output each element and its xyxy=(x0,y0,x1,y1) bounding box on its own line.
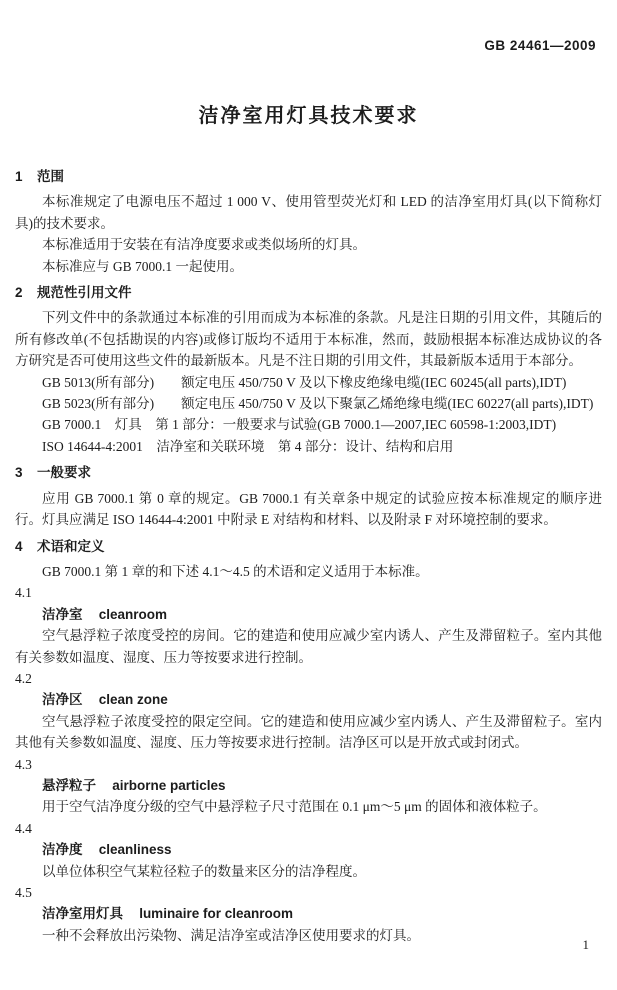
page-number: 1 xyxy=(582,937,589,952)
reference-item: GB 5023(所有部分) 额定电压 450/750 V 及以下聚氯乙烯绝缘电缆(IEC 60227(all parts),IDT) xyxy=(42,396,594,412)
section-title: 一般要求 xyxy=(37,465,91,481)
section-number: 4 xyxy=(15,538,23,554)
term-number: 4.5 xyxy=(15,885,32,900)
term-name-en: cleanliness xyxy=(98,842,172,858)
section-heading-scope xyxy=(15,166,602,187)
term-name xyxy=(15,839,602,860)
scope-paragraph-2: 本标准适用于安装在有洁净度要求或类似场所的灯具。 xyxy=(42,237,366,253)
scope-paragraph-1: 本标准规定了电源电压不超过 1 000 V、使用管型荧光灯和 LED 的洁净室用灯具(以下简称灯具)的技术要求。 xyxy=(15,194,602,231)
reference-item: GB 5013(所有部分) 额定电压 450/750 V 及以下橡皮绝缘电缆(IEC 60245(all parts),IDT) xyxy=(42,374,567,390)
term-number: 4.4 xyxy=(15,820,32,836)
reference-item: ISO 14644-4:2001 洁净室和关联环境 第 4 部分：设计、结构和启用 xyxy=(42,438,454,454)
term-luminaire-for-cleanroom xyxy=(15,882,602,946)
term-number: 4.3 xyxy=(15,756,32,772)
term-name-en: luminaire for cleanroom xyxy=(139,906,293,922)
term-clean-zone xyxy=(15,668,602,754)
term-name xyxy=(15,604,602,625)
section-number: 3 xyxy=(15,465,23,481)
section-heading-general-requirements xyxy=(15,462,602,483)
section-number: 1 xyxy=(15,169,23,184)
normative-references-intro: 下列文件中的条款通过本标准的引用而成为本标准的条款。凡是注日期的引用文件，其随后的所有修改单(不包括勘误的内容)或修订版均不适用于本标准，然而，鼓励根据本标准达成协议的各方研究是否可使用这些文件的最新版本。凡是不注日期的引用文件，其最新版本适用于本部分。 xyxy=(15,310,602,369)
term-name-en: airborne particles xyxy=(112,777,226,793)
section-title: 术语和定义 xyxy=(37,538,105,554)
term-name-zh: 洁净度 xyxy=(42,842,83,858)
section-title: 规范性引用文件 xyxy=(37,285,132,301)
document-body xyxy=(15,166,602,946)
term-name-zh: 悬浮粒子 xyxy=(42,777,96,793)
term-number: 4.2 xyxy=(15,670,32,686)
term-name xyxy=(15,689,602,710)
term-name xyxy=(15,903,602,924)
term-cleanroom xyxy=(15,582,602,668)
standard-code: GB 24461—2009 xyxy=(484,38,596,53)
reference-list xyxy=(15,372,602,458)
page-header xyxy=(15,38,602,54)
section-heading-terms-definitions xyxy=(15,536,602,557)
term-cleanliness xyxy=(15,818,602,882)
document-title: 洁净室用灯具技术要求 xyxy=(198,105,419,127)
general-requirements-paragraph: 应用 GB 7000.1 第 0 章的规定。GB 7000.1 有关章条中规定的试验应按本标准规定的顺序进行。灯具应满足 ISO 14644-4:2001 中附录 E 对结构和材料、以及附录 F 对环境控制的要求。 xyxy=(15,490,602,528)
term-name-en: cleanroom xyxy=(98,606,167,622)
terms-intro: GB 7000.1 第 1 章的和下述 4.1～4.5 的术语和定义适用于本标准。 xyxy=(42,563,429,579)
term-name-zh: 洁净室用灯具 xyxy=(42,906,123,922)
term-number: 4.1 xyxy=(15,585,32,601)
term-name xyxy=(15,775,602,796)
term-definition: 以单位体积空气某粒径粒子的数量来区分的洁净程度。 xyxy=(42,863,366,879)
term-definition: 空气悬浮粒子浓度受控的房间。它的建造和使用应减少室内诱人、产生及滞留粒子。室内其他有关参数如温度、湿度、压力等按要求进行控制。 xyxy=(15,628,602,665)
term-name-zh: 洁净室 xyxy=(42,606,83,622)
term-airborne-particles xyxy=(15,754,602,818)
reference-item: GB 7000.1 灯具 第 1 部分：一般要求与试验(GB 7000.1—2007,IEC 60598-1:2003,IDT) xyxy=(42,417,557,433)
term-definition: 用于空气洁净度分级的空气中悬浮粒子尺寸范围在 0.1 μm～5 μm 的固体和液体粒子。 xyxy=(42,799,547,815)
section-number: 2 xyxy=(15,285,23,301)
scope-paragraph-3: 本标准应与 GB 7000.1 一起使用。 xyxy=(42,258,244,274)
term-definition: 空气悬浮粒子浓度受控的限定空间。它的建造和使用应减少室内诱人、产生及滞留粒子。室内其他有关参数如温度、湿度、压力等按要求进行控制。洁净区可以是开放式或封闭式。 xyxy=(15,713,602,751)
section-title: 范围 xyxy=(37,169,64,184)
section-heading-normative-references xyxy=(15,282,602,303)
term-name-zh: 洁净区 xyxy=(42,692,83,708)
term-definition: 一种不会释放出污染物、满足洁净室或洁净区使用要求的灯具。 xyxy=(42,927,420,943)
term-name-en: clean zone xyxy=(98,692,168,708)
